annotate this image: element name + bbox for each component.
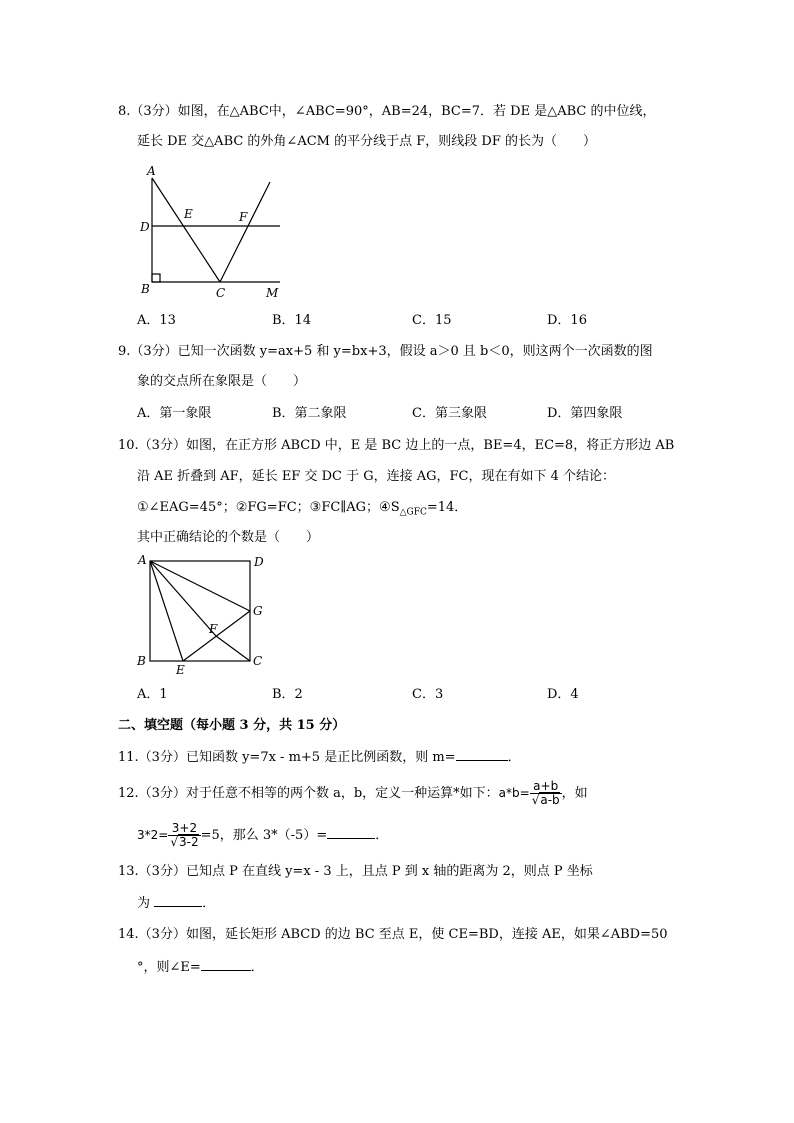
q10-figure — [130, 552, 275, 677]
q12-ex-denominator: √3-2 — [170, 835, 199, 849]
q12-text-b: ，如 — [561, 786, 588, 801]
q10-label-e: E — [176, 663, 185, 677]
q10-line-1: 10.（3分）如图，在正方形 ABCD 中，E 是 BC 边上的一点，BE=4，EC=8，将正方形边 AB — [118, 438, 675, 453]
q8-label-f: F — [239, 210, 248, 224]
q12-def-numerator: a+b — [530, 780, 562, 794]
q10-label-f: F — [209, 622, 218, 636]
q12-line-1 — [118, 780, 588, 807]
section-2-title: 二、填空题（每小题 3 分，共 15 分） — [118, 718, 346, 733]
q12-text: 12.（3分）对于任意不相等的两个数 a，b，定义一种运算*如下： — [118, 786, 499, 801]
q10-conclusions: ①∠EAG=45°；②FG=FC；③FC∥AG；④S — [137, 500, 400, 515]
q14-line-2 — [137, 958, 264, 977]
q12-ex-lhs: 3*2= — [137, 828, 169, 842]
q8-figure — [130, 160, 300, 305]
q12-ex-numerator: 3+2 — [168, 822, 200, 836]
q12-def-radicand: a-b — [540, 793, 560, 807]
q10-line-3 — [137, 499, 467, 522]
q10-label-a: A — [138, 553, 147, 567]
q9-line-1: 9.（3分）已知一次函数 y=ax+5 和 y=bx+3，假设 a＞0 且 b＜0，则这两个一次函数的图 — [118, 344, 653, 359]
q12-def-lhs: a*b= — [498, 786, 530, 800]
q12-answer-blank[interactable] — [327, 826, 375, 839]
q10-line-2: 沿 AE 折叠到 AF，延长 EF 交 DC 于 G，连接 AG，FC，现在有如下 4 个结论： — [137, 469, 616, 484]
q8-option-c: C．15 — [412, 313, 452, 328]
q10-subscript: △GFC — [399, 507, 427, 518]
q14-text: °，则∠E= — [137, 960, 201, 975]
q11-answer-blank[interactable] — [456, 748, 508, 761]
q12-ex-radicand: 3-2 — [178, 835, 199, 849]
q9-option-d: D．第四象限 — [547, 406, 623, 421]
q10-label-d: D — [254, 555, 264, 569]
q10-label-g: G — [253, 604, 263, 618]
q8-label-d: D — [140, 220, 150, 234]
q8-option-d: D．16 — [547, 313, 587, 328]
q14-line-1: 14.（3分）如图，延长矩形 ABCD 的边 BC 至点 E，使 CE=BD，连接 AE，如果∠ABD=50 — [118, 927, 668, 942]
q13-text: 为 — [137, 896, 151, 911]
q9-option-b: B．第二象限 — [272, 406, 347, 421]
q13-answer-blank[interactable] — [154, 894, 202, 907]
q10-line-4: 其中正确结论的个数是（ ） — [137, 530, 320, 545]
q11-line — [118, 748, 521, 767]
q8-label-a: A — [147, 164, 156, 178]
q10-option-c: C．3 — [412, 687, 444, 702]
q8-line-1: 8.（3分）如图，在△ABC中，∠ABC=90°，AB=24，BC=7．若 DE 是△ABC 的中位线， — [118, 104, 656, 119]
q8-label-b: B — [141, 282, 150, 296]
q10-option-b: B．2 — [272, 687, 303, 702]
q13-end: ． — [202, 896, 216, 911]
q8-label-m: M — [266, 286, 279, 300]
q12-ex-fraction — [168, 822, 200, 849]
q10-label-b: B — [137, 654, 146, 668]
q9-line-2: 象的交点所在象限是（ ） — [137, 374, 307, 389]
q10-option-a: A．1 — [137, 687, 168, 702]
q9-option-c: C．第三象限 — [412, 406, 487, 421]
q13-line-1: 13.（3分）已知点 P 在直线 y=x - 3 上，且点 P 到 x 轴的距离为 2，则点 P 坐标 — [118, 864, 593, 879]
q13-line-2 — [137, 894, 215, 913]
q11-end: ． — [507, 750, 521, 765]
q8-option-a: A．13 — [137, 313, 176, 328]
q12-line-2 — [137, 822, 388, 849]
q8-line-2: 延长 DE 交△ABC 的外角∠ACM 的平分线于点 F，则线段 DF 的长为（ ） — [137, 134, 596, 149]
q14-end: ． — [250, 960, 264, 975]
q10-option-d: D．4 — [547, 687, 579, 702]
q12-end: ． — [375, 828, 389, 843]
q10-conclusion-end: =14． — [426, 500, 468, 515]
q8-label-c: C — [216, 286, 226, 300]
q14-answer-blank[interactable] — [201, 958, 251, 971]
q8-option-b: B．14 — [272, 313, 312, 328]
q12-def-denominator: √a-b — [531, 793, 560, 807]
q12-def-fraction — [530, 780, 562, 807]
q11-text: 11.（3分）已知函数 y=7x - m+5 是正比例函数，则 m= — [118, 750, 456, 765]
q9-option-a: A．第一象限 — [137, 406, 212, 421]
q12-ex-rhs: =5，那么 3*（-5）= — [200, 828, 328, 843]
q8-label-e: E — [184, 207, 193, 221]
q10-label-c: C — [253, 654, 263, 668]
